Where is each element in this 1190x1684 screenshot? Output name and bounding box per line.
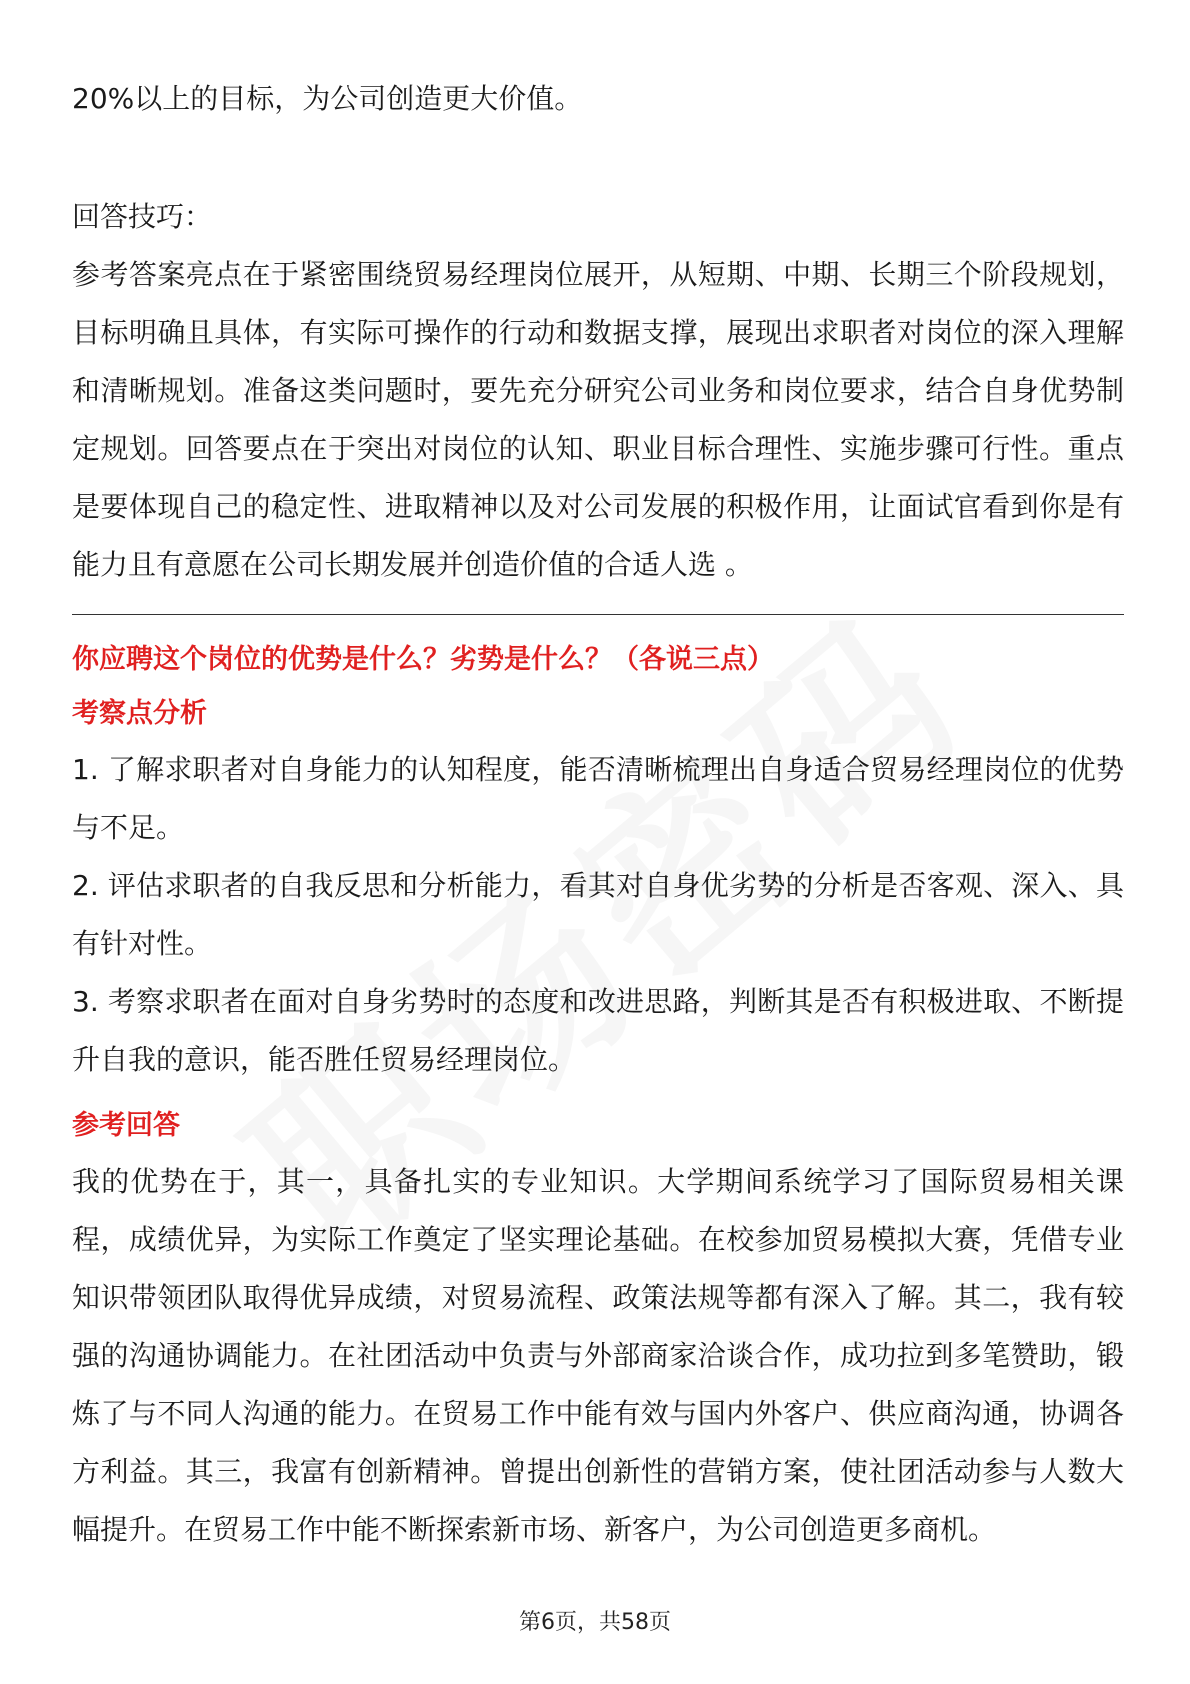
analysis-item: 1. 了解求职者对自身能力的认知程度，能否清晰梳理出自身适合贸易经理岗位的优势与不足。 <box>72 753 1124 844</box>
intro-line: 20%以上的目标，为公司创造更大价值。 <box>72 82 583 115</box>
answer-body: 我的优势在于，其一，具备扎实的专业知识。大学期间系统学习了国际贸易相关课程，成绩优异，为实际工作奠定了坚实理论基础。在校参加贸易模拟大赛，凭借专业知识带领团队取得优异成绩，对贸易流程、政策法规等都有深入了解。其二，我有较强的沟通协调能力。在社团活动中负责与外部商家洽谈合作，成功拉到多笔赞助，锻炼了与不同人沟通的能力。在贸易工作中能有效与国内外客户、供应商沟通，协调各方利益。其三，我富有创新精神。曾提出创新性的营销方案，使社团活动参与人数大幅提升。在贸易工作中能不断探索新市场、新客户，为公司创造更多商机。 <box>72 1165 1124 1546</box>
page-footer: 第6页，共58页 <box>519 1610 671 1635</box>
tips-body: 参考答案亮点在于紧密围绕贸易经理岗位展开，从短期、中期、长期三个阶段规划，目标明确且具体，有实际可操作的行动和数据支撑，展现出求职者对岗位的深入理解和清晰规划。准备这类问题时，要先充分研究公司业务和岗位要求，结合自身优势制定规划。回答要点在于突出对岗位的认知、职业目标合理性、实施步骤可行性。重点是要体现自己的稳定性、进取精神以及对公司发展的积极作用，让面试官看到你是有能力且有意愿在公司长期发展并创造价值的合适人选 。 <box>72 258 1124 581</box>
section-divider <box>72 614 1124 615</box>
analysis-item: 2. 评估求职者的自我反思和分析能力，看其对自身优劣势的分析是否客观、深入、具有针对性。 <box>72 869 1124 960</box>
answer-heading: 参考回答 <box>72 1110 180 1141</box>
analysis-heading: 考察点分析 <box>72 698 207 729</box>
page-content <box>72 70 1124 1559</box>
tips-label: 回答技巧： <box>72 200 213 233</box>
analysis-item: 3. 考察求职者在面对自身劣势时的态度和改进思路，判断其是否有积极进取、不断提升自我的意识，能否胜任贸易经理岗位。 <box>72 985 1124 1076</box>
analysis-list <box>72 741 1124 1089</box>
question-title: 你应聘这个岗位的优势是什么？劣势是什么？（各说三点） <box>72 644 774 675</box>
